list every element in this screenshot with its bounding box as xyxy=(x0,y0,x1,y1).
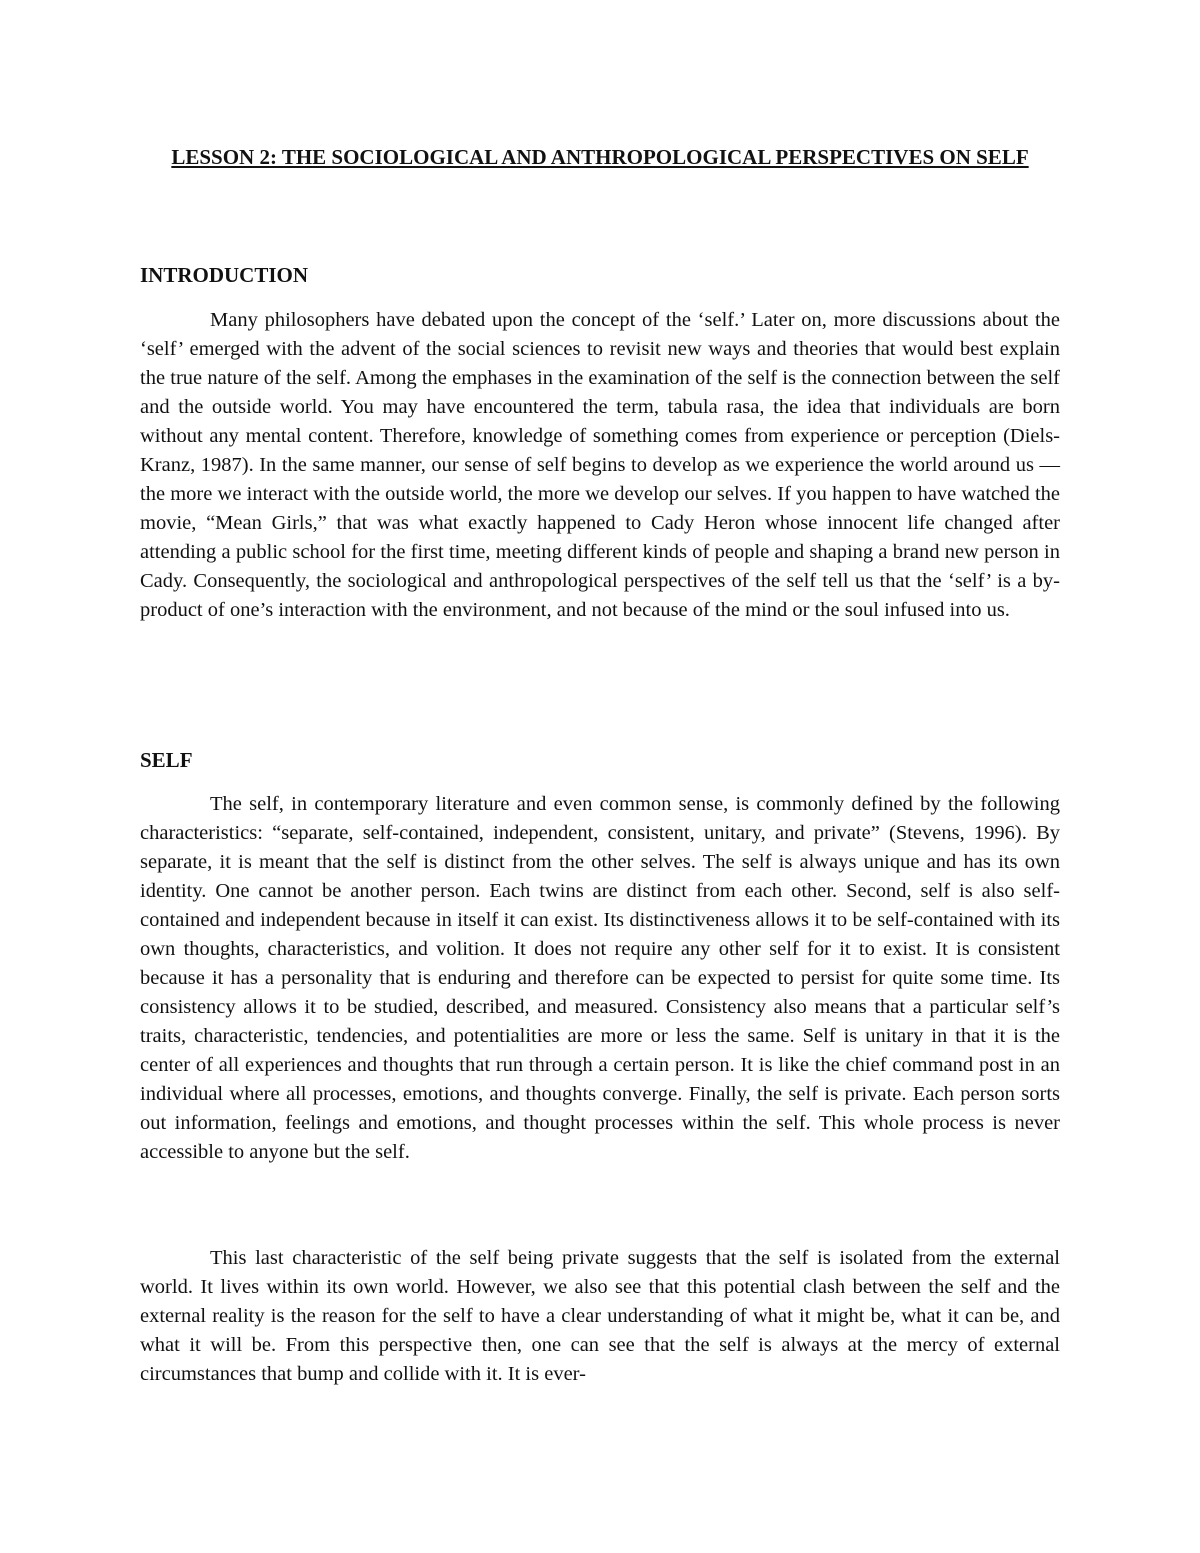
self-paragraph-1: The self, in contemporary literature and even common sense, is commonly defined by the following characteristics: “separate, self-contained, independent, consistent, unitary, and private” (Stevens, 1996). By separate, it is meant that the self is distinct from the other selves. The self is always unique and has its own identity. One cannot be another person. Each twins are distinct from each other. Second, self is also self-contained and independent because in itself it can exist. Its distinctiveness allows it to be self-contained with its own thoughts, characteristics, and volition. It does not require any other self for it to exist. It is consistent because it has a personality that is enduring and therefore can be expected to persist for quite some time. Its consistency allows it to be studied, described, and measured. Consistency also means that a particular self’s traits, characteristic, tendencies, and potentialities are more or less the same. Self is unitary in that it is the center of all experiences and thoughts that run through a certain person. It is like the chief command post in an individual where all processes, emotions, and thoughts converge. Finally, the self is private. Each person sorts out information, feelings and emotions, and thought processes within the self. This whole process is never accessible to anyone but the self. xyxy=(140,793,1060,1163)
section-heading-introduction: INTRODUCTION xyxy=(140,263,309,287)
section-heading-self: SELF xyxy=(140,748,193,772)
page-title: LESSON 2: THE SOCIOLOGICAL AND ANTHROPOLOGICAL PERSPECTIVES ON SELF xyxy=(171,145,1029,169)
introduction-paragraph: Many philosophers have debated upon the concept of the ‘self.’ Later on, more discussions about the ‘self’ emerged with the advent of the social sciences to revisit new ways and theories that would best explain the true nature of the self. Among the emphases in the examination of the self is the connection between the self and the outside world. You may have encountered the term, tabula rasa, the idea that individuals are born without any mental content. Therefore, knowledge of something comes from experience or perception (Diels-Kranz, 1987). In the same manner, our sense of self begins to develop as we experience the world around us — the more we interact with the outside world, the more we develop our selves. If you happen to have watched the movie, “Mean Girls,” that was what exactly happened to Cady Heron whose innocent life changed after attending a public school for the first time, meeting different kinds of people and shaping a brand new person in Cady. Consequently, the sociological and anthropological perspectives of the self tell us that the ‘self’ is a by-product of one’s interaction with the environment, and not because of the mind or the soul infused into us. xyxy=(140,309,1060,621)
self-paragraph-2: This last characteristic of the self being private suggests that the self is isolated from the external world. It lives within its own world. However, we also see that this potential clash between the self and the external reality is the reason for the self to have a clear understanding of what it might be, what it can be, and what it will be. From this perspective then, one can see that the self is always at the mercy of external circumstances that bump and collide with it. It is ever- xyxy=(140,1247,1060,1385)
